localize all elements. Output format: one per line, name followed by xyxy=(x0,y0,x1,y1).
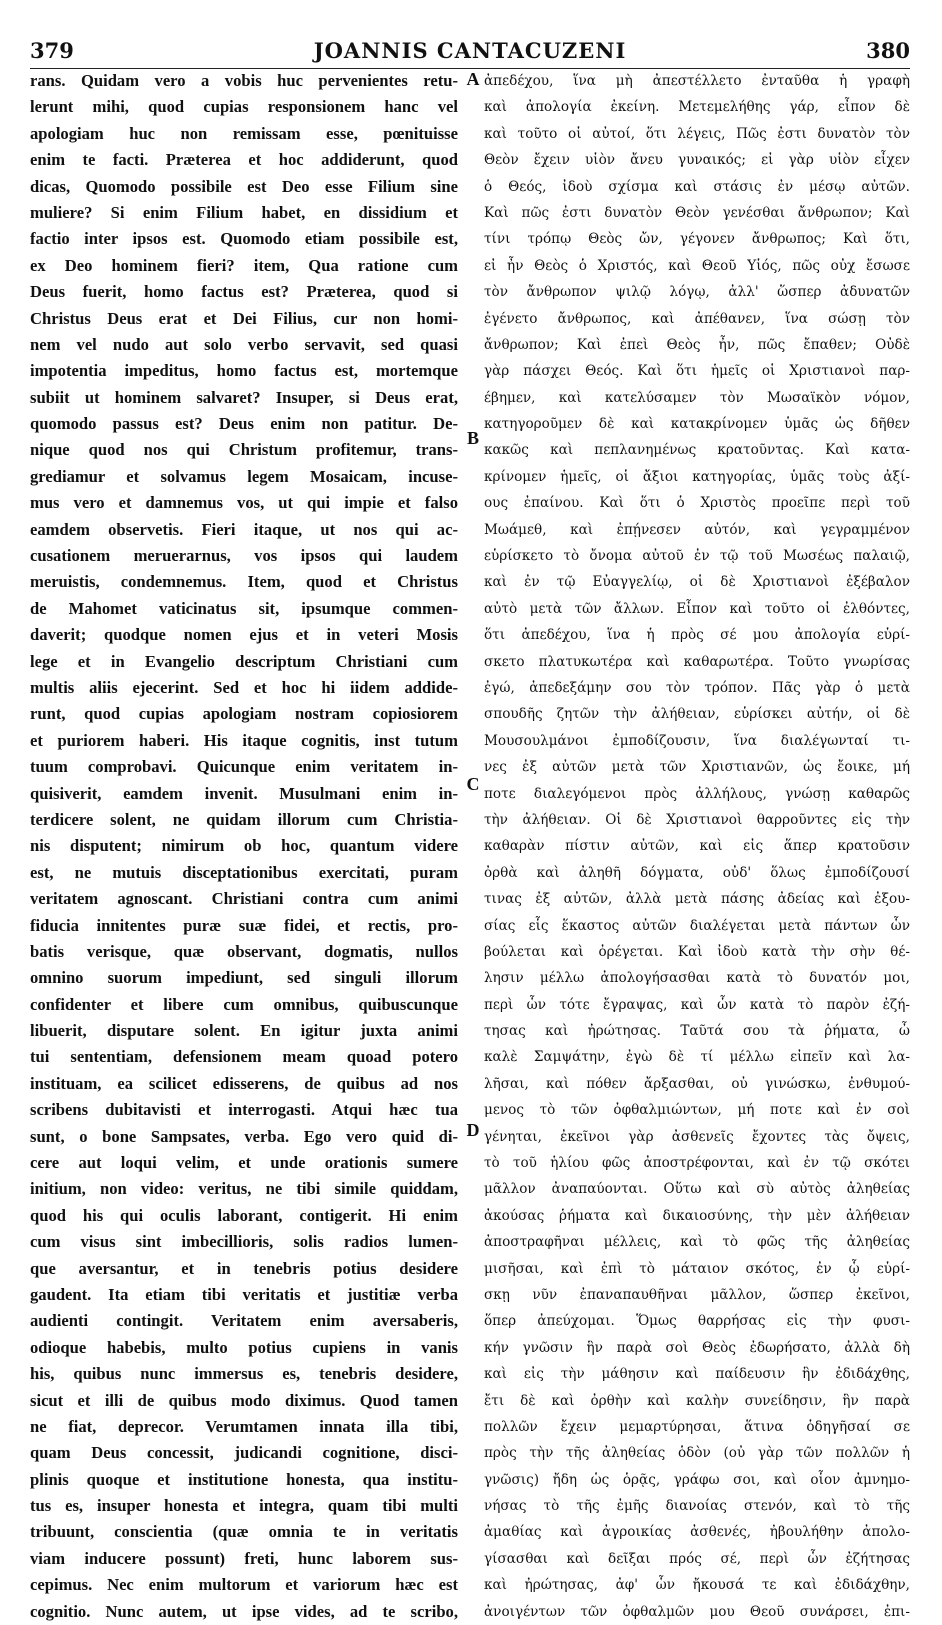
greek-text-line: σκετο πλατυκωτέρα καὶ καθαρωτέρα. Τοῦτο γνωρίσας xyxy=(484,653,910,670)
latin-text-line: sunt, o bone Sampsates, verba. Ego vero quid di- xyxy=(30,1126,458,1146)
greek-text-line: μενος τὸ τῶν ὀφθαλμιώντων, μή ποτε καὶ ἐν σοὶ xyxy=(484,1102,910,1119)
latin-text-line: fiducia innitentes puræ suæ fidei, et rectis, pro- xyxy=(30,915,458,935)
latin-text-line: quomodo passus est? Deus enim non patitur. De- xyxy=(30,414,458,434)
greek-text-line: τὸν ἄνθρωπον ψιλῷ λόγῳ, ἀλλ' ὥσπερ ἀδυνατῶν xyxy=(484,284,910,301)
latin-text-line: et puriorem haberi. His itaque cognitis, inst tutum xyxy=(30,730,458,750)
latin-text-line: veritatem agnoscant. Christiani contra cum animi xyxy=(30,889,458,909)
greek-text-line: μᾶλλον ἀναπαύονται. Οὕτω καὶ σὺ αὐτὸς ἀληθείας xyxy=(484,1181,910,1198)
page-number-left: 379 xyxy=(30,38,74,63)
latin-text-line: cere aut loqui velim, et unde orationis sumere xyxy=(30,1153,458,1173)
greek-text-line: κακῶς καὶ πεπλανημένως κρατοῦντας. Καὶ κατα- xyxy=(484,442,910,459)
latin-text-line: rans. Quidam vero a vobis huc pervenientes retu- xyxy=(30,71,458,90)
greek-text-line: ἔτι δὲ καὶ ὀρθὴν καὶ καλὴν συνείδησιν, ἣν παρὰ xyxy=(484,1392,910,1409)
latin-text-line: quod his qui oculis laborant, contigerit. Hi enim xyxy=(30,1205,458,1225)
latin-text-line: his, quibus nunc immersus es, tenebris desidere, xyxy=(30,1364,458,1384)
running-header xyxy=(30,34,910,68)
greek-text-line: γνῶσις) ἤδη ὡς ὁρᾷς, γράφω σοι, καὶ οἷον ἀμνημο- xyxy=(484,1471,910,1488)
greek-text-line: ἀπεδέχου, ἵνα μὴ ἀπεστέλλετο ἐνταῦθα ἡ γραφὴ xyxy=(484,73,910,89)
latin-text-line: sicut et illi de quibus modo diximus. Quod tamen xyxy=(30,1390,458,1410)
latin-text-line: meruistis, condemnemus. Item, quod et Christus xyxy=(30,572,458,592)
greek-text-line: ἐγώ, ἀπεδεξάμην σου τὸν τρόπον. Πᾶς γὰρ ὁ μετὰ xyxy=(484,679,910,696)
latin-text-line: lerunt mihi, quod cupias responsionem hanc vel xyxy=(30,97,458,117)
latin-text-line: de Mahomet vaticinatus sit, ipsumque commen- xyxy=(30,598,458,618)
greek-text-line: σπουδῆς ζητῶν τὴν ἀλήθειαν, εὑρίσκει αὐτήν, οἱ δὲ xyxy=(484,706,910,723)
latin-text-line: ex Deo hominem fieri? item, Qua ratione cum xyxy=(30,255,458,275)
latin-text-line: impotentia impeditus, homo factus est, mortemque xyxy=(30,361,458,381)
latin-text-line: daverit; quodque nomen ejus et in veteri Mosis xyxy=(30,625,458,645)
greek-text-line: καλὲ Σαμψάτην, ἐγὼ δὲ τί μέλλω εἰπεῖν καὶ λα- xyxy=(484,1049,910,1066)
greek-text-line: Μωάμεθ, καὶ ἐπῄνεσεν αὐτόν, καὶ γεγραμμένον xyxy=(484,521,910,538)
latin-text-line: ne fiat, deprecor. Verumtamen innata illa tibi, xyxy=(30,1416,458,1436)
greek-text-line: λησιν μέλλω ἀπολογήσασθαι κατὰ τὸ δυνατόν μοι, xyxy=(484,970,910,987)
greek-text-line: κρίνομεν ἡμεῖς, οἱ ἄξιοι κατηγορίας, ὑμᾶς τοὺς ἀξί- xyxy=(484,468,910,485)
latin-text-line: terdicere solent, ne quidam illorum cum Christia- xyxy=(30,809,458,829)
latin-text-line: libuerit, disputare solent. En igitur juxta animi xyxy=(30,1021,458,1041)
latin-text-line: tus es, insuper honesta et integra, quam tibi multi xyxy=(30,1496,458,1516)
latin-text-line: quisiverit, eamdem invenit. Musulmani enim in- xyxy=(30,783,458,803)
latin-text-line: cepimus. Nec enim multorum et variorum hæc est xyxy=(30,1575,458,1595)
latin-text-line: mus vero et damnemus vos, ut qui impie et falso xyxy=(30,493,458,513)
greek-text-line: ἀμαθίας καὶ ἀγροικίας ἀσθενές, ἠβουλήθην ἀπολο- xyxy=(484,1524,910,1541)
latin-text-line: confidenter et libere cum omnibus, quibuscunque xyxy=(30,994,458,1014)
greek-text-line: καὶ ἐν τῷ Εὐαγγελίῳ, οἱ δὲ Χριστιανοὶ ἐξέβαλον xyxy=(484,574,910,591)
greek-text-line: αὐτὸ μετὰ τῶν ἄλλων. Εἶπον καὶ τοῦτο οἱ ἐλθόντες, xyxy=(484,600,910,617)
latin-text-line: factio inter ipsos est. Quomodo etiam possibile est, xyxy=(30,229,458,249)
greek-text-line: ὁ Θεός, ἰδοὺ σχίσμα καὶ στάσις ἐν μέσῳ αὐτῶν. xyxy=(484,178,910,195)
latin-text-line: batis verisque, quæ observant, dogmatis, nullos xyxy=(30,941,458,961)
latin-text-line: tuum comprobavi. Quicunque enim veritatem in- xyxy=(30,757,458,777)
greek-text-line: νήσας τὸ τῆς ἐμῆς διανοίας στενόν, καὶ τὸ τῆς xyxy=(484,1498,910,1515)
margin-marker-d: D xyxy=(466,1120,480,1140)
greek-column xyxy=(484,68,910,1625)
latin-text-line: grediamur et solvamus legem Mosaicam, incuse- xyxy=(30,466,458,486)
latin-text-line: nis disputent; nimirum ob hoc, quantum videre xyxy=(30,836,458,856)
greek-text-line: ἄνθρωπον; Καὶ ἐπεὶ Θεὸς ἦν, πῶς ἔπαθεν; Οὐδὲ xyxy=(484,336,910,353)
greek-text-line: τὴν ἀλήθειαν. Οἱ δὲ Χριστιανοὶ θαρροῦντες εἰς τὴν xyxy=(484,811,910,828)
greek-text-line: πολλῶν ἔχειν μεμαρτύρησαι, ἅτινα ὁδηγῆσαί σε xyxy=(484,1418,910,1435)
greek-text-line: κήν γνῶσιν ἣν παρὰ σοὶ Θεὸς ἐδωρήσατο, ἀλλὰ δὴ xyxy=(484,1339,910,1356)
greek-text-line: καὶ ἠρώτησας, ἀφ' ὧν ἤκουσά τε καὶ ἐδιδάχθην, xyxy=(484,1577,910,1594)
greek-text-line: σκῃ νῦν ἐπαναπαυθῆναι μᾶλλον, ὥσπερ ἐκεῖνοι, xyxy=(484,1286,910,1303)
greek-text-line: ὀρθὰ καὶ ἀληθῆ δόγματα, οὐδ' ὅλως ἐμποδίζουσί xyxy=(484,864,910,881)
greek-text-line: Θεὸν ἔχειν υἱὸν ἄνευ γυναικός; εἰ γὰρ υἱὸν εἶχεν xyxy=(484,152,910,169)
latin-text-line: Deus fuerit, homo factus est? Præterea, quod si xyxy=(30,282,458,302)
greek-text-line: τησας καὶ ἠρώτησας. Ταῦτά σου τὰ ῥήματα, ὦ xyxy=(484,1023,910,1040)
greek-text-line: περὶ ὧν τότε ἔγραψας, καὶ ὧν κατὰ τὸ παρὸν ἐζή- xyxy=(484,996,910,1013)
greek-text-line: γένηται, ἐκεῖνοι γὰρ ἀσθενεῖς ἔχοντες τὰς ὄψεις, xyxy=(484,1128,910,1145)
latin-text-line: Christus Deus erat et Dei Filius, cur non homi- xyxy=(30,308,458,328)
latin-text-line: muliere? Si enim Filium habet, en dissidium et xyxy=(30,202,458,222)
greek-text-line: κατηγοροῦμεν δὲ καὶ κατακρίνομεν ὑμᾶς ὡς δῆθεν xyxy=(484,416,910,433)
latin-text-line: que aversantur, et in tenebris potius desidere xyxy=(30,1258,458,1278)
latin-text-line: subiit ut hominem salvaret? Insuper, si Deus erat, xyxy=(30,387,458,407)
greek-text-line: καὶ τοῦτο οἱ αὐτοί, ὅτι λέγεις, Πῶς ἐστι δυνατὸν τὸν xyxy=(484,125,910,142)
greek-text-line: έβημεν, καὶ κατελύσαμεν τὸν Μωσαϊκὸν νόμον, xyxy=(484,389,910,406)
latin-text-line: eamdem observetis. Fieri itaque, ut nos qui ac- xyxy=(30,519,458,539)
greek-text-line: ποτε διαλεγόμενοι πρὸς ἀλλήλους, γνώσῃ καθαρῶς xyxy=(484,785,910,802)
greek-text-line: καὶ εἰς τὴν μάθησιν καὶ παίδευσιν ἣν ἐδιδάχθης, xyxy=(484,1366,910,1383)
latin-text-line: nique quod nos qui Christum profitemur, trans- xyxy=(30,440,458,460)
latin-text-line: apologiam huc non remissam esse, pœnituisse xyxy=(30,123,458,143)
latin-text-line: viam inducere possunt) freti, hunc laborem sus- xyxy=(30,1548,458,1568)
latin-text-line: gaudent. Ita etiam tibi veritatis et justitiæ verba xyxy=(30,1284,458,1304)
greek-text-line: εὑρίσκετο τὸ ὄνομα αὐτοῦ ἐν τῷ τοῦ Μωσέως παλαιῷ, xyxy=(484,548,910,565)
latin-text-line: omnino suorum impediunt, sed singuli illorum xyxy=(30,968,458,988)
latin-text-line: audienti contingit. Veritatem enim aversaberis, xyxy=(30,1311,458,1331)
latin-text-line: instituam, ea scilicet edisserens, de quibus ad nos xyxy=(30,1073,458,1093)
greek-text-line: μισῆσαι, καὶ ἐπὶ τὸ μάταιον σκότος, ἐν ᾧ εὑρί- xyxy=(484,1260,910,1277)
greek-text-line: σίας εἷς ἕκαστος αὐτῶν διαλέγεται μετὰ πάντων ὧν xyxy=(484,917,910,934)
greek-text-line: καθαρὰν πίστιν αὐτῶν, καὶ εἰς ἅπερ κρατοῦσιν xyxy=(484,838,910,855)
greek-text-line: ἐγένετο ἄνθρωπος, καὶ ἀπέθανεν, ἵνα σώσῃ τὸν xyxy=(484,310,910,327)
latin-text-line: tribuunt, conscientia (quæ omnia te in veritatis xyxy=(30,1522,458,1542)
margin-marker-a: A xyxy=(466,69,480,89)
greek-text-line: ἀκούσας ῥήματα καὶ δικαιοσύνης, τὴν μὲν ἀλήθειαν xyxy=(484,1207,910,1224)
greek-text-line: βούλεται καὶ ὀρέγεται. Καὶ ἰδοὺ κατὰ τὴν σὴν θέ- xyxy=(484,943,910,960)
greek-text-line: λῆσαι, καὶ πόθεν ἄρξασθαι, οὐ γινώσκω, ἐνθυμού- xyxy=(484,1075,910,1092)
greek-text-line: ους ἐπαίνου. Καὶ ὅτι ὁ Χριστὸς προεῖπε περὶ τοῦ xyxy=(484,495,910,512)
page-number-right: 380 xyxy=(866,38,910,63)
latin-text-line: multis aliis ejecerint. Sed et hoc hi iidem addide- xyxy=(30,677,458,697)
greek-text-line: καὶ ἀπολογία ἐκείνη. Μετεμελήθης γάρ, εἶπον δὲ xyxy=(484,99,910,116)
latin-text-line: dicas, Quomodo possibile est Deo esse Filium sine xyxy=(30,176,458,196)
latin-text-line: cognitio. Nunc autem, ut ipse vides, ad te scribo, xyxy=(30,1601,458,1621)
latin-text-line: nem vel nudo aut solo verbo servavit, sed quasi xyxy=(30,334,458,354)
greek-text-line: πρὸς τὴν τῆς ἀληθείας ὁδὸν (οὐ γὰρ τῶν πολλῶν ἡ xyxy=(484,1445,910,1462)
latin-text-line: lege et in Evangelio descriptum Christiani cum xyxy=(30,651,458,671)
latin-text-line: plinis quoque et institutione honesta, qua institu- xyxy=(30,1469,458,1489)
latin-text-line: enim te facti. Præterea et hoc addiderunt, quod xyxy=(30,150,458,170)
greek-text-line: ὅτι ἀπεδέχου, ἵνα ἡ πρὸς σέ μου ἀπολογία εὑρί- xyxy=(484,627,910,644)
greek-text-line: ἀνοιγέντων τῶν ὀφθαλμῶν μου Θεοῦ συνάρσει, ἐπι- xyxy=(484,1603,910,1620)
latin-text-line: odioque habebis, multo potius cupiens in vanis xyxy=(30,1337,458,1357)
greek-text-line: τινας ἐξ αὐτῶν, ἀλλὰ μετὰ πάσης ἀδείας καὶ ἐξου- xyxy=(484,891,910,908)
greek-text-line: ὅπερ ἀπεύχομαι. Ὅμως θαρρήσας εἰς τὴν φυσι- xyxy=(484,1313,910,1330)
latin-text-line: quam Deus concessit, judicandi cognitione, disci- xyxy=(30,1443,458,1463)
running-title: JOANNIS CANTACUZENI xyxy=(313,38,627,63)
greek-text-line: γὰρ πάσχει Θεός. Καὶ ὅτι ἡμεῖς οἱ Χριστιανοὶ παρ- xyxy=(484,363,910,380)
latin-text-line: runt, quod cupias apologiam nostram copiosiorem xyxy=(30,704,458,724)
greek-text-line: ἀποστραφῆναι μέλλεις, καὶ τὸ φῶς τῆς ἀληθείας xyxy=(484,1234,910,1251)
margin-marker-c: C xyxy=(466,774,480,794)
latin-text-line: est, ne mutuis disceptationibus exercitati, puram xyxy=(30,862,458,882)
latin-text-line: scribens dubitavisti et interrogasti. Atqui hæc tua xyxy=(30,1100,458,1120)
latin-text-line: initium, non video: veritus, ne tibi simile quiddam, xyxy=(30,1179,458,1199)
greek-text-line: τίνι τρόπῳ Θεὸς ὤν, γέγονεν ἄνθρωπος; Καὶ ὅτι, xyxy=(484,231,910,248)
greek-text-line: Μουσουλμάνοι ἐμποδίζουσιν, ἵνα διαλέγωνταί τι- xyxy=(484,732,910,749)
margin-marker-b: B xyxy=(466,428,479,448)
greek-text-line: νες ἐξ αὐτῶν μετὰ τῶν Χριστιανῶν, ὡς ἔοικε, μή xyxy=(484,759,910,776)
greek-text-line: τὸ τοῦ ἡλίου φῶς ἀποστρέφονται, καὶ ἐν τῷ σκότει xyxy=(484,1155,910,1172)
greek-text-line: εἰ ἦν Θεὸς ὁ Χριστός, καὶ Θεοῦ Υἱός, πῶς οὐχ ἔσωσε xyxy=(484,257,910,274)
latin-text-line: tui sententiam, defensionem meam quoad potero xyxy=(30,1047,458,1067)
latin-text-line: cusationem meruerarnus, vos ipsos qui laudem xyxy=(30,546,458,566)
latin-column xyxy=(30,68,458,1625)
greek-text-line: γίσασθαι καὶ δεῖξαι πρός σέ, περὶ ὧν ἐζήτησας xyxy=(484,1550,910,1567)
latin-text-line: cum visus sint imbecillioris, solis radios lumen- xyxy=(30,1232,458,1252)
greek-text-line: Καὶ πῶς ἐστι δυνατὸν Θεὸν γενέσθαι ἄνθρωπον; Καὶ xyxy=(484,204,910,221)
